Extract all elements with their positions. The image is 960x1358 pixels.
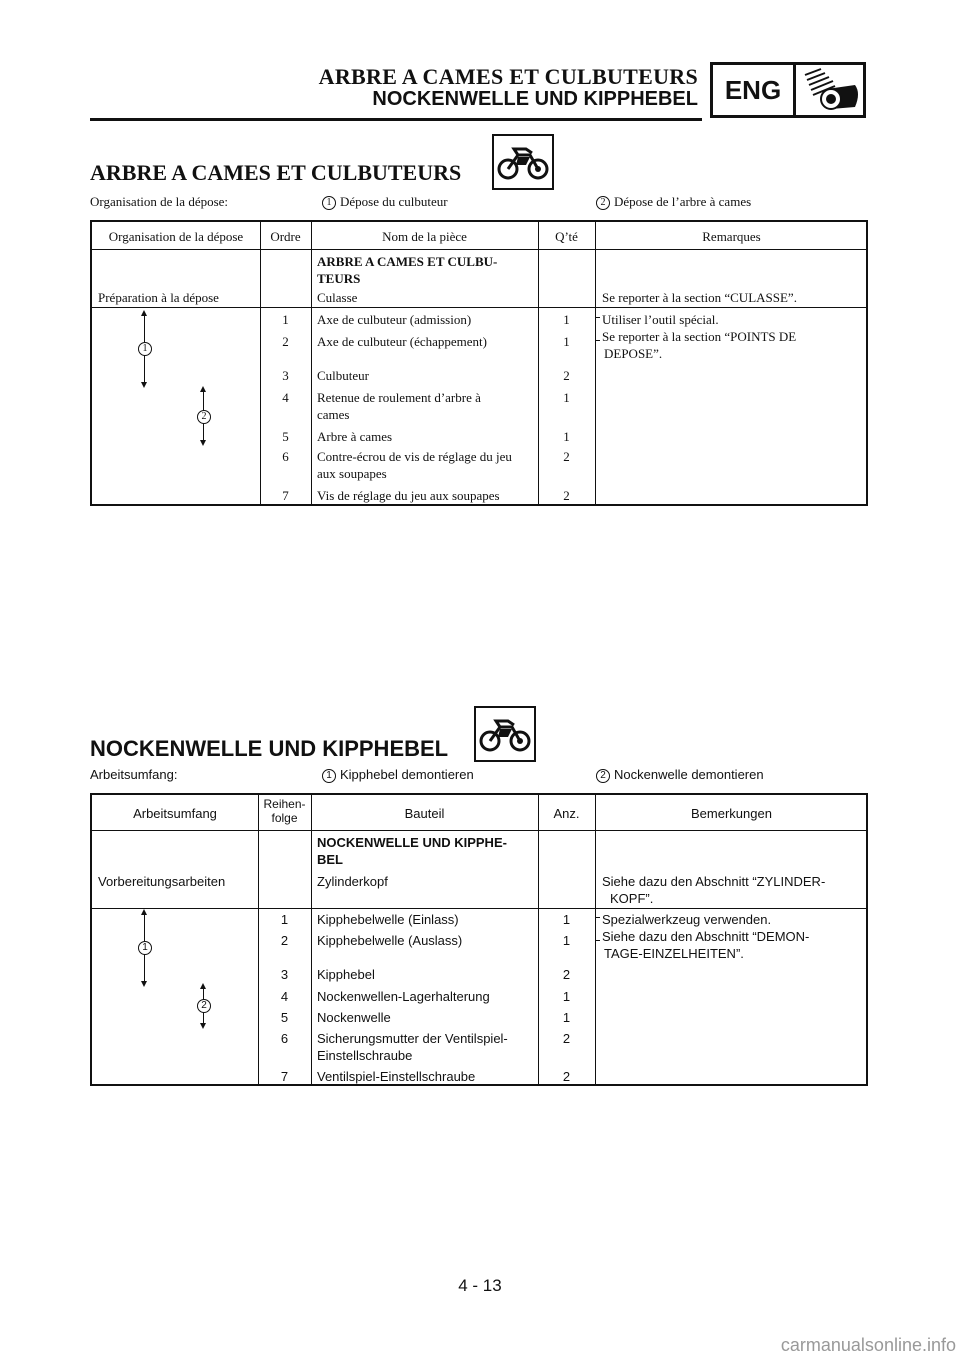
row-part: Culbuteur (317, 368, 369, 383)
row-qty: 2 (562, 967, 571, 982)
row-qty: 1 (563, 312, 570, 327)
row-qty: 1 (563, 390, 570, 405)
row-part: Kipphebelwelle (Einlass) (317, 912, 459, 927)
col-header: Ordre (270, 229, 301, 244)
col-header: Anz. (553, 806, 580, 821)
org-step-2 (596, 194, 751, 210)
row-qty: 1 (562, 912, 571, 927)
col-header: Bauteil (404, 806, 445, 821)
remark-bracket (595, 917, 600, 941)
row-order: 6 (280, 1031, 289, 1046)
remark: Utiliser l’outil spécial. Se reporter à la section “POINTS DE DEPOSE”. (602, 312, 797, 361)
arrow-number: 2 (197, 410, 211, 424)
row-order: 2 (282, 334, 289, 349)
row-qty: 1 (562, 933, 571, 948)
prep-part: Culasse (317, 290, 358, 305)
prep-label: Préparation à la dépose (98, 290, 219, 305)
row-part: Axe de culbuteur (admission) (317, 312, 472, 327)
step-number: 1 (322, 769, 336, 783)
org-label: Arbeitsumfang: (90, 767, 178, 782)
motorcycle-icon (474, 706, 536, 762)
group-title: NOCKENWELLE UND KIPPHE- BEL (317, 835, 507, 867)
row-order: 4 (282, 390, 289, 405)
step-number: 2 (596, 769, 610, 783)
motorcycle-icon (492, 134, 554, 190)
step-number: 2 (596, 196, 610, 210)
row-order: 3 (282, 368, 289, 383)
row-qty: 2 (563, 449, 570, 464)
row-part: Ventilspiel-Einstellschraube (317, 1069, 476, 1084)
row-part: Vis de réglage du jeu aux soupapes (317, 488, 500, 503)
prep-remark: Siehe dazu den Abschnitt “ZYLINDER- KOPF”. (602, 874, 826, 906)
page-number: 4 - 13 (458, 1276, 502, 1295)
section-title-de: NOCKENWELLE UND KIPPHEBEL (90, 736, 449, 761)
row-qty: 1 (562, 989, 571, 1004)
parts-table-fr (90, 220, 868, 506)
row-order: 1 (282, 312, 289, 327)
eng-badge (710, 62, 866, 118)
step-text: Nockenwelle demontieren (614, 767, 764, 782)
remark: Spezialwerkzeug verwenden. Siehe dazu den Abschnitt “DEMON- TAGE-EINZELHEITEN”. (602, 912, 810, 961)
row-order: 5 (282, 429, 289, 444)
org-step-1 (322, 767, 474, 783)
col-header: Q’té (555, 229, 578, 244)
row-order: 2 (280, 933, 289, 948)
row-part: Nockenwelle (317, 1010, 391, 1025)
arrow-number: 2 (197, 999, 211, 1013)
watermark: carmanualsonline.info (780, 1335, 956, 1355)
eng-label: ENG (713, 65, 796, 115)
org-line-de (90, 767, 868, 785)
prep-label: Vorbereitungsarbeiten (98, 874, 226, 889)
col-header: Organisation de la dépose (108, 229, 244, 244)
org-label: Organisation de la dépose: (90, 194, 229, 209)
row-qty: 2 (563, 488, 570, 503)
remark-bracket (595, 317, 600, 341)
col-header: Nom de la pièce (382, 229, 467, 244)
step-text: Dépose de l’arbre à cames (614, 194, 752, 209)
step-text: Kipphebel demontieren (340, 767, 474, 782)
org-line-fr (90, 194, 868, 212)
org-step-2 (596, 767, 764, 783)
col-header: Remarques (702, 229, 761, 244)
arrow-number: 1 (138, 342, 152, 356)
step-text: Dépose du culbuteur (340, 194, 448, 209)
row-qty: 2 (562, 1069, 571, 1084)
arrow-number: 1 (138, 941, 152, 955)
row-part: Kipphebelwelle (Auslass) (317, 933, 463, 948)
row-qty: 1 (563, 334, 570, 349)
row-qty: 1 (563, 429, 570, 444)
row-part: Sicherungsmutter der Ventilspiel- Einstellschraube (317, 1031, 508, 1063)
row-part: Arbre à cames (317, 429, 393, 444)
row-order: 1 (280, 912, 289, 927)
step-number: 1 (322, 196, 336, 210)
row-order: 7 (280, 1069, 289, 1084)
prep-remark: Se reporter à la section “CULASSE”. (602, 290, 797, 305)
col-header: Bemerkungen (691, 806, 772, 821)
header-rule (90, 118, 702, 121)
camshaft-icon (796, 65, 863, 115)
header-title-fr: ARBRE A CAMES ET CULBUTEURS (318, 64, 698, 89)
row-qty: 2 (563, 368, 570, 383)
row-order: 5 (280, 1010, 289, 1025)
header-title-de: NOCKENWELLE UND KIPPHEBEL (372, 88, 698, 110)
row-order: 7 (282, 488, 289, 503)
row-part: Kipphebel (317, 967, 375, 982)
group-title: ARBRE A CAMES ET CULBU- TEURS (317, 254, 498, 286)
row-qty: 2 (562, 1031, 571, 1046)
row-part: Retenue de roulement d’arbre à cames (317, 390, 481, 422)
prep-part: Zylinderkopf (317, 874, 388, 889)
row-part: Contre-écrou de vis de réglage du jeu aux soupapes (317, 449, 512, 481)
section-title-fr: ARBRE A CAMES ET CULBUTEURS (90, 160, 462, 185)
row-order: 3 (280, 967, 289, 982)
col-header: Reihen- folge (263, 797, 306, 825)
row-qty: 1 (562, 1010, 571, 1025)
row-part: Axe de culbuteur (échappement) (317, 334, 488, 349)
row-part: Nockenwellen-Lagerhalterung (317, 989, 490, 1004)
parts-table-de (90, 793, 868, 1086)
org-step-1 (322, 194, 448, 210)
row-order: 6 (282, 449, 289, 464)
row-order: 4 (280, 989, 289, 1004)
col-header: Arbeitsumfang (133, 806, 217, 821)
